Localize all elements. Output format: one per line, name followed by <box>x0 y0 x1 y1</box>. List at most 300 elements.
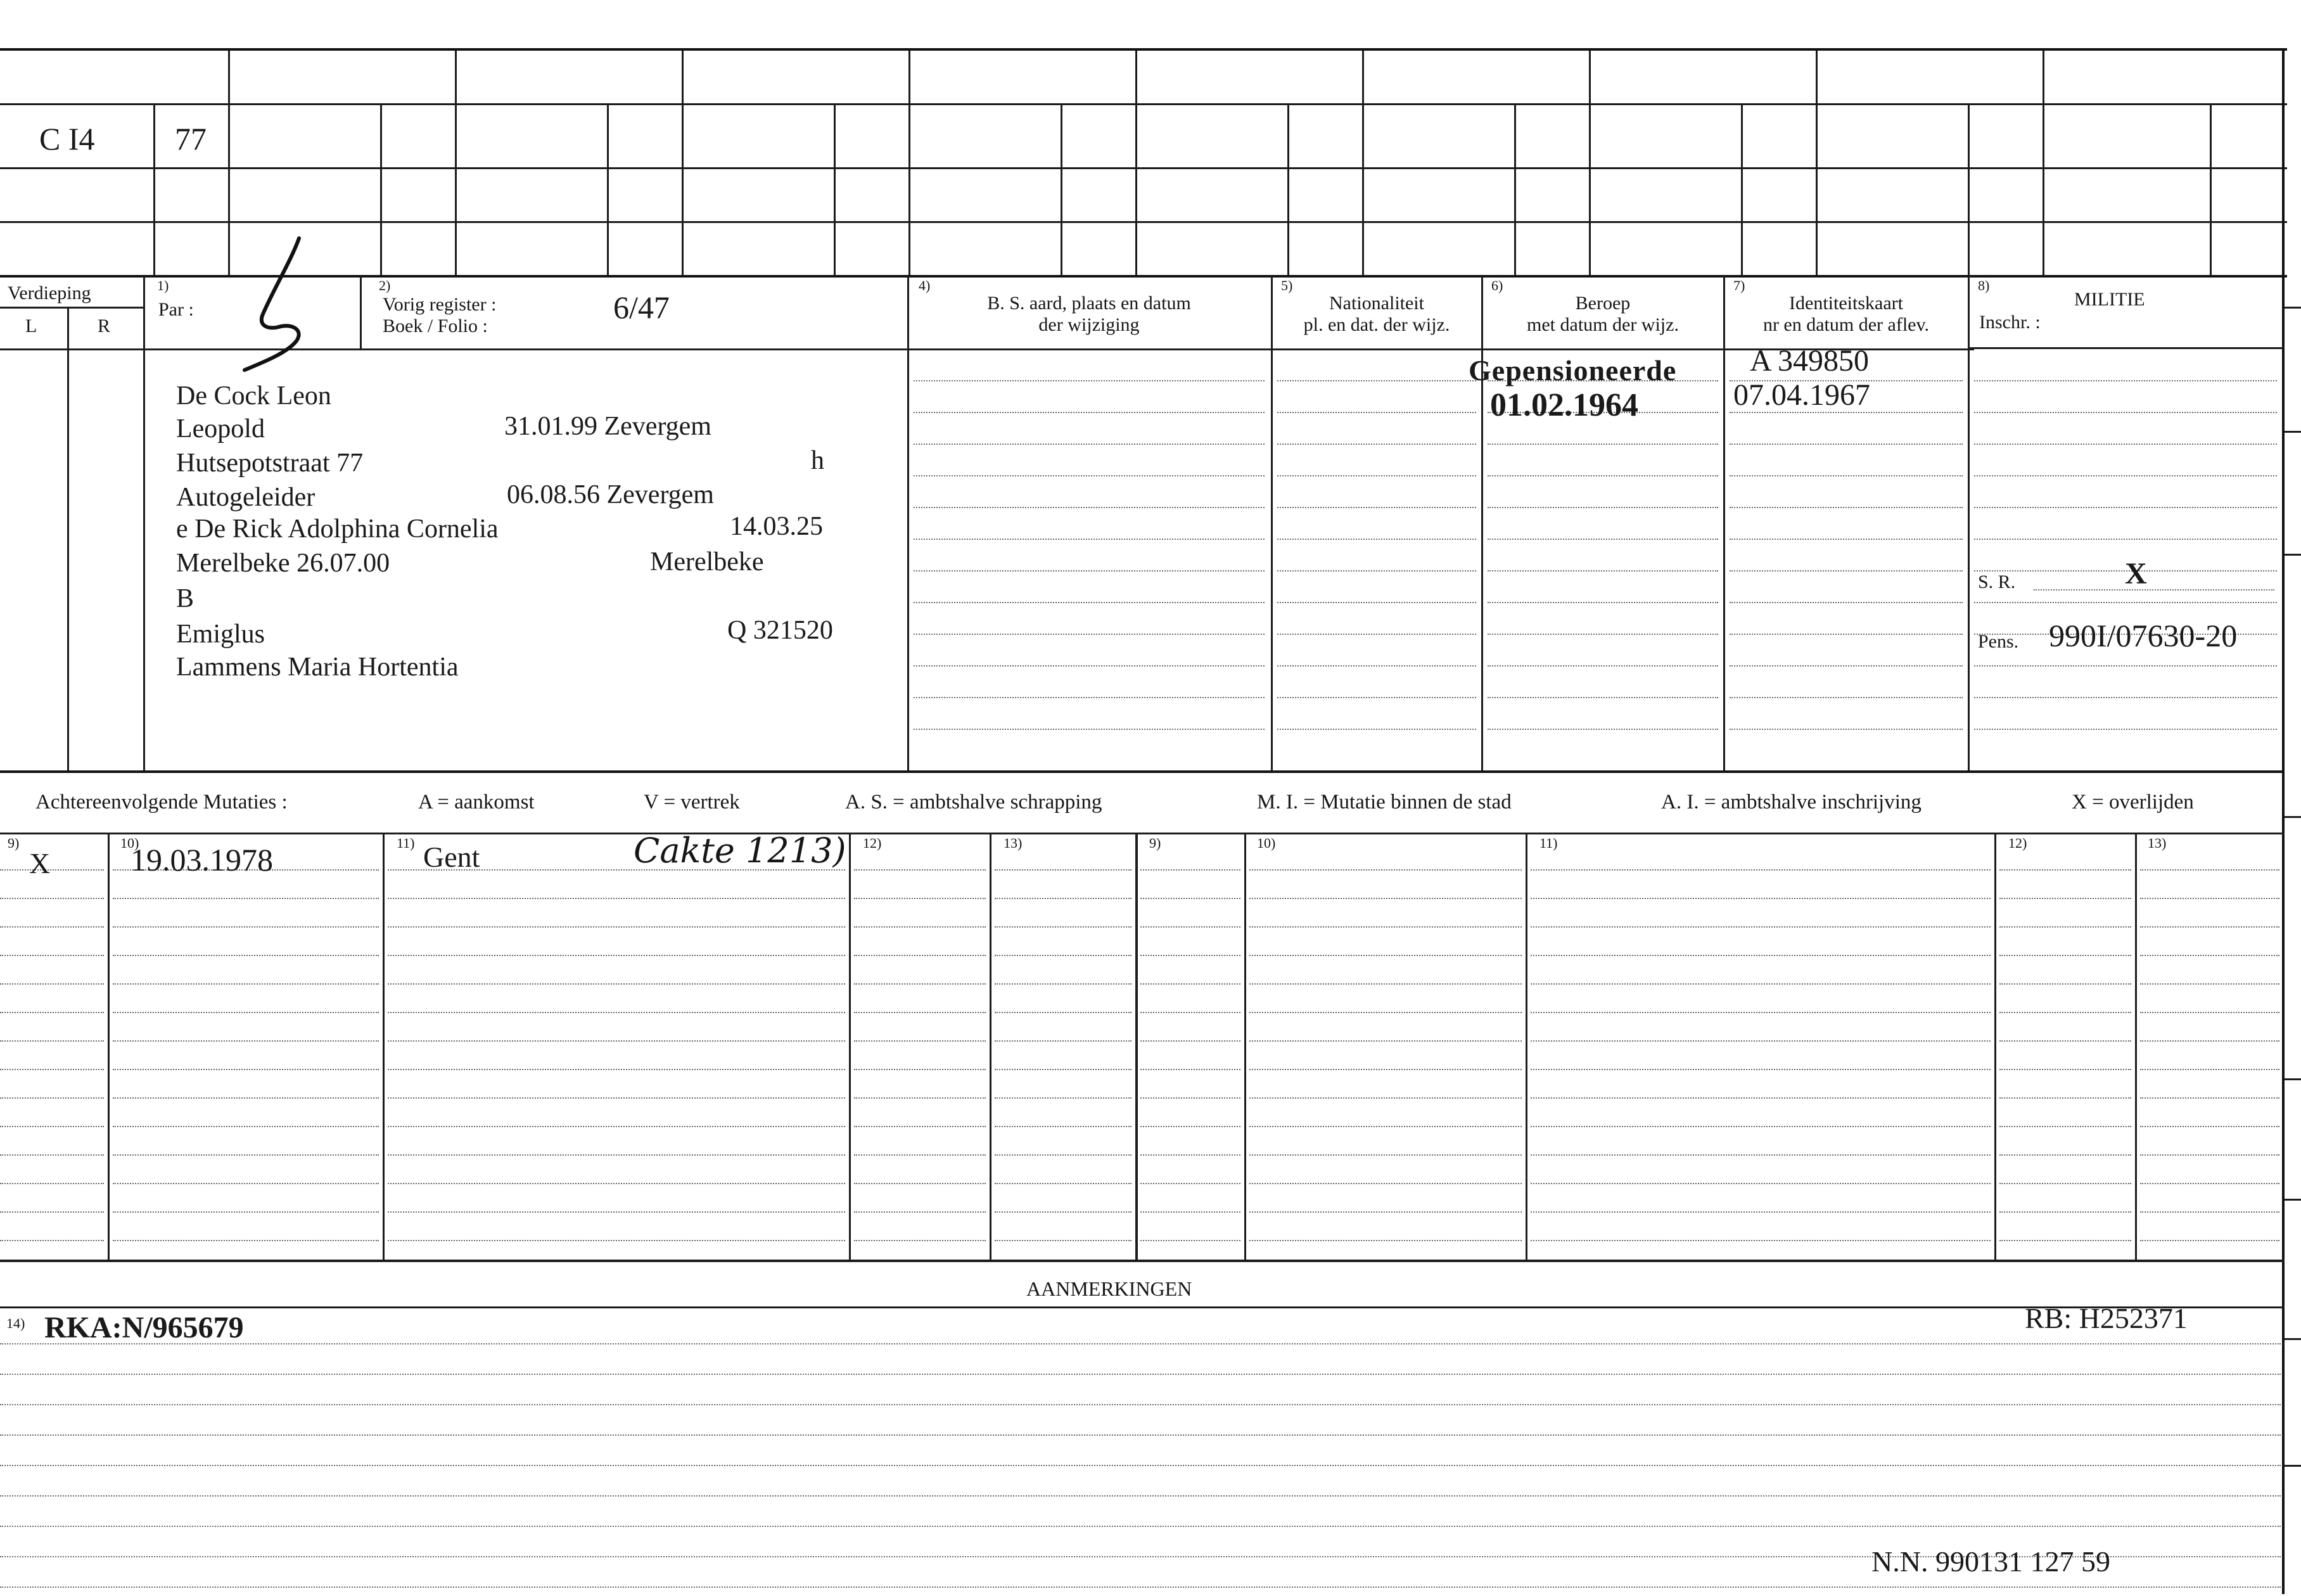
dotted-rule <box>1249 1069 1522 1070</box>
dotted-rule <box>854 1183 986 1184</box>
dotted-rule <box>1730 412 1963 413</box>
dotted-rule <box>0 983 104 985</box>
grid-col-line <box>455 51 457 276</box>
dotted-rule <box>0 1154 104 1156</box>
edge-tick <box>2285 554 2301 556</box>
dotted-rule <box>1249 1126 1522 1127</box>
grid-row-line <box>0 167 2287 169</box>
dotted-rule <box>914 665 1265 667</box>
dotted-rule <box>1488 729 1718 730</box>
mutations-bottom-line <box>0 1260 2285 1262</box>
dotted-rule <box>1140 898 1240 899</box>
right-border <box>2282 48 2285 1594</box>
bs-header-line2: der wijziging <box>1038 314 1140 335</box>
person-line-5b: 14.03.25 <box>730 512 823 541</box>
legend-a: A = aankomst <box>418 791 535 814</box>
beroep-title: Gepensioneerde <box>1469 354 1677 386</box>
edge-tick <box>2285 1199 2301 1201</box>
dotted-rule <box>388 1126 845 1127</box>
mut-col <box>108 834 110 1260</box>
dotted-rule <box>1277 729 1476 730</box>
dotted-rule <box>995 1211 1131 1213</box>
dotted-rule <box>1531 1097 1991 1099</box>
dotted-rule <box>995 1097 1131 1099</box>
dotted-rule <box>1999 1154 2131 1156</box>
dotted-rule <box>113 926 379 928</box>
legend-ai: A. I. = ambtshalve inschrijving <box>1661 791 1922 814</box>
dotted-rule <box>113 1240 379 1241</box>
grid-col-line <box>834 103 836 276</box>
mut-footnote-11b: 11) <box>1539 835 1558 851</box>
dotted-rule <box>1531 926 1991 928</box>
id-date: 07.04.1967 <box>1733 378 1870 412</box>
id-header-line2: nr en datum der aflev. <box>1762 314 1930 335</box>
dotted-rule <box>1488 507 1718 508</box>
dotted-rule <box>1140 955 1240 956</box>
dotted-rule <box>1531 983 1991 985</box>
col-line-militie <box>1968 276 1970 772</box>
dotted-rule <box>1999 898 2131 899</box>
dotted-rule <box>1999 1097 2131 1099</box>
id-header <box>1726 293 1966 335</box>
person-line-3b: h <box>811 446 824 475</box>
person-line-7: B <box>176 584 194 613</box>
dotted-rule <box>1277 602 1476 603</box>
dotted-rule <box>113 1012 379 1013</box>
inschr-label: Inschr. : <box>1979 312 2041 333</box>
dotted-rule <box>1140 869 1240 871</box>
dotted-rule <box>1249 1154 1522 1156</box>
mut-col <box>849 834 851 1260</box>
dotted-rule <box>995 1183 1131 1184</box>
dotted-rule <box>1140 1097 1240 1099</box>
dotted-rule <box>0 1097 104 1099</box>
dotted-rule <box>854 1240 986 1241</box>
mutation-place: Gent <box>423 841 480 873</box>
dotted-rule <box>1999 1183 2131 1184</box>
dotted-rule <box>995 1069 1131 1070</box>
dotted-rule <box>1277 412 1476 413</box>
edge-tick <box>2285 1338 2301 1340</box>
dotted-rule <box>0 1040 104 1042</box>
dotted-rule <box>1488 570 1718 571</box>
boek-folio-label: Boek / Folio : <box>383 316 488 336</box>
grid-col-line <box>1061 103 1062 276</box>
dotted-rule <box>854 1211 986 1213</box>
dotted-rule <box>1140 926 1240 928</box>
footnote-7: 7) <box>1733 278 1745 293</box>
dotted-rule <box>995 926 1131 928</box>
grid-col-line <box>2043 51 2044 276</box>
mut-footnote-13: 13) <box>1004 835 1023 851</box>
dotted-rule <box>1249 1211 1522 1213</box>
dotted-rule <box>854 1097 986 1099</box>
dotted-rule <box>0 1526 2281 1527</box>
dotted-rule <box>1730 475 1963 476</box>
dotted-rule <box>1488 665 1718 667</box>
dotted-rule <box>1999 926 2131 928</box>
person-line-2a: Leopold <box>176 414 265 444</box>
r-label: R <box>98 316 111 336</box>
dotted-rule <box>0 1012 104 1013</box>
mut-footnote-11: 11) <box>397 835 415 851</box>
dotted-rule <box>1488 697 1718 698</box>
dotted-rule <box>1249 955 1522 956</box>
grid-col-line <box>1514 103 1516 276</box>
dotted-rule <box>1140 1211 1240 1213</box>
dotted-rule <box>914 729 1265 730</box>
dotted-rule <box>1531 1240 1991 1241</box>
dotted-rule <box>1730 729 1963 730</box>
dotted-rule <box>1999 1069 2131 1070</box>
remarks-rka: RKA:N/965679 <box>44 1311 244 1344</box>
dotted-rule <box>0 869 104 871</box>
edge-tick <box>2285 1078 2301 1080</box>
par-signature <box>241 234 323 374</box>
grid-col-line <box>153 103 155 276</box>
lr-line <box>0 307 144 309</box>
remarks-line <box>0 1306 2285 1308</box>
dotted-rule <box>995 1240 1131 1241</box>
mut-footnote-12b: 12) <box>2008 835 2027 851</box>
dotted-rule <box>1277 380 1476 381</box>
dotted-rule <box>1277 507 1476 508</box>
person-line-9: Lammens Maria Hortentia <box>176 653 459 682</box>
dotted-rule <box>1249 1040 1522 1042</box>
remarks-nn: N.N. 990131 127 59 <box>1871 1545 2110 1578</box>
dotted-rule <box>2140 1012 2279 1013</box>
beroep-header <box>1484 293 1722 335</box>
dotted-rule <box>1140 1240 1240 1241</box>
dotted-rule <box>1249 1012 1522 1013</box>
dotted-rule <box>1277 570 1476 571</box>
person-line-1: De Cock Leon <box>176 381 331 411</box>
dotted-rule <box>914 634 1265 635</box>
mut-footnote-9: 9) <box>8 835 20 851</box>
dotted-rule <box>2140 1183 2279 1184</box>
dotted-rule <box>388 1183 845 1184</box>
mut-footnote-12: 12) <box>863 835 882 851</box>
nationaliteit-header-line2: pl. en dat. der wijz. <box>1303 314 1450 335</box>
grid-col-line <box>682 51 684 276</box>
dotted-rule <box>1140 1069 1240 1070</box>
grid-col-line <box>2210 103 2212 276</box>
dotted-rule <box>1531 1183 1991 1184</box>
dotted-rule <box>1140 983 1240 985</box>
dotted-rule <box>0 1495 2281 1497</box>
mut-col-center <box>1135 834 1138 1260</box>
dotted-rule <box>113 983 379 985</box>
dotted-rule <box>1277 539 1476 540</box>
beroep-header-line1: Beroep <box>1575 293 1631 314</box>
mutations-top-line <box>0 833 2285 834</box>
legend-as: A. S. = ambtshalve schrapping <box>845 791 1102 814</box>
dotted-rule <box>0 926 104 928</box>
dotted-rule <box>1249 1240 1522 1241</box>
dotted-rule <box>1249 983 1522 985</box>
legend-title: Achtereenvolgende Mutaties : <box>35 791 288 814</box>
id-number: A 349850 <box>1750 344 1870 378</box>
dotted-rule <box>0 1126 104 1127</box>
dotted-rule <box>995 1126 1131 1127</box>
person-line-4a: Autogeleider <box>176 483 316 512</box>
dotted-rule <box>1730 444 1963 445</box>
dotted-rule <box>113 898 379 899</box>
dotted-rule <box>1730 634 1963 635</box>
vorig-register-value: 6/47 <box>613 290 670 325</box>
dotted-rule <box>0 1404 2281 1405</box>
dotted-rule <box>995 869 1131 871</box>
dotted-rule <box>1730 602 1963 603</box>
dotted-rule <box>854 898 986 899</box>
col-line-bs <box>907 276 909 772</box>
dotted-rule <box>113 1154 379 1156</box>
dotted-rule <box>914 570 1265 571</box>
dotted-rule <box>1999 1012 2131 1013</box>
dotted-rule <box>1999 983 2131 985</box>
dotted-rule <box>1974 665 2277 667</box>
person-line-8a: Emiglus <box>176 620 265 649</box>
col-line-par <box>143 276 145 772</box>
dotted-rule <box>2140 926 2279 928</box>
remarks-footnote-14: 14) <box>6 1315 25 1331</box>
dotted-rule <box>1730 507 1963 508</box>
dotted-rule <box>914 412 1265 413</box>
dotted-rule <box>1974 602 2277 603</box>
beroep-date: 01.02.1964 <box>1490 387 1638 423</box>
dotted-rule <box>2140 983 2279 985</box>
mut-footnote-10b: 10) <box>1257 835 1276 851</box>
person-line-5a: e De Rick Adolphina Cornelia <box>176 514 499 544</box>
dotted-rule <box>1974 697 2277 698</box>
mut-col <box>990 834 991 1260</box>
legend-mi: M. I. = Mutatie binnen de stad <box>1257 791 1512 814</box>
id-header-line1: Identiteitskaart <box>1789 293 1903 314</box>
dotted-rule <box>388 926 845 928</box>
grid-col-line <box>380 103 382 276</box>
dotted-rule <box>388 1240 845 1241</box>
legend-top-line <box>0 770 2285 773</box>
dotted-rule <box>1999 1040 2131 1042</box>
dotted-rule <box>113 1211 379 1213</box>
dotted-rule <box>388 1040 845 1042</box>
dotted-rule <box>854 926 986 928</box>
dotted-rule <box>1140 1126 1240 1127</box>
dotted-rule <box>1531 1069 1991 1070</box>
dotted-rule <box>2140 1240 2279 1241</box>
dotted-rule <box>1488 539 1718 540</box>
bs-header-line1: B. S. aard, plaats en datum <box>987 293 1191 314</box>
legend-v: V = vertrek <box>644 791 740 814</box>
dotted-rule <box>1974 444 2277 445</box>
dotted-rule <box>1974 380 2277 381</box>
dotted-rule <box>1999 1211 2131 1213</box>
dotted-rule <box>0 1434 2281 1436</box>
vorig-register-label: Vorig register : <box>383 294 497 315</box>
person-line-8b: Q 321520 <box>727 616 833 645</box>
dotted-rule <box>388 1012 845 1013</box>
edge-tick <box>2285 816 2301 818</box>
pens-label: Pens. <box>1978 631 2019 652</box>
grid-col-line <box>1741 103 1743 276</box>
remarks-rb: RB: H252371 <box>2025 1302 2188 1334</box>
dotted-rule <box>995 1012 1131 1013</box>
dotted-rule <box>1531 1012 1991 1013</box>
dotted-rule <box>1974 539 2277 540</box>
grid-col-line <box>1135 51 1137 276</box>
mutation-type: X <box>29 847 51 879</box>
militie-label: MILITIE <box>2074 289 2145 310</box>
dotted-rule <box>1249 926 1522 928</box>
dotted-rule <box>113 1126 379 1127</box>
pens-value: 990I/07630-20 <box>2049 618 2238 653</box>
dotted-rule <box>1531 955 1991 956</box>
footnote-4: 4) <box>919 278 931 293</box>
col-line-id <box>1723 276 1725 772</box>
dotted-rule <box>1140 1154 1240 1156</box>
dotted-rule <box>388 898 845 899</box>
dotted-rule <box>1999 1240 2131 1241</box>
dotted-rule <box>995 955 1131 956</box>
dotted-rule <box>1140 1012 1240 1013</box>
dotted-rule <box>1730 697 1963 698</box>
dotted-rule <box>1999 1126 2131 1127</box>
dotted-rule <box>1488 444 1718 445</box>
grid-col-line <box>1362 51 1364 276</box>
dotted-rule <box>1249 869 1522 871</box>
dotted-rule <box>113 1040 379 1042</box>
dotted-rule <box>1974 729 2277 730</box>
lr-divider <box>67 307 69 772</box>
footnote-6: 6) <box>1491 278 1503 293</box>
grid-col-line <box>1816 51 1818 276</box>
grid-row-line <box>0 221 2287 223</box>
dotted-rule <box>1249 898 1522 899</box>
dotted-rule <box>388 983 845 985</box>
mut-footnote-10: 10) <box>120 835 139 851</box>
footnote-1: 1) <box>157 278 169 293</box>
dotted-rule <box>854 869 986 871</box>
dotted-rule <box>1531 898 1991 899</box>
code-left: C I4 <box>39 121 95 156</box>
dotted-rule <box>113 1097 379 1099</box>
person-line-6a: Merelbeke 26.07.00 <box>176 549 390 578</box>
code-right: 77 <box>175 121 207 156</box>
sr-label: S. R. <box>1978 571 2016 592</box>
person-line-6b: Merelbeke <box>650 547 764 577</box>
dotted-rule <box>2140 1097 2279 1099</box>
dotted-rule <box>914 507 1265 508</box>
dotted-rule <box>1249 1097 1522 1099</box>
dotted-rule <box>388 1097 845 1099</box>
l-label: L <box>25 316 37 336</box>
dotted-rule <box>854 983 986 985</box>
remarks-title: AANMERKINGEN <box>1026 1277 1192 1300</box>
dotted-rule <box>1531 869 1991 871</box>
dotted-rule <box>995 1040 1131 1042</box>
dotted-rule <box>1531 1154 1991 1156</box>
col-line-nat <box>1271 276 1273 772</box>
dotted-rule <box>0 1069 104 1070</box>
dotted-rule <box>2140 1211 2279 1213</box>
dotted-rule <box>1488 475 1718 476</box>
grid-col-line <box>607 103 609 276</box>
dotted-rule <box>995 983 1131 985</box>
dotted-rule <box>1140 1183 1240 1184</box>
dotted-rule <box>2140 1069 2279 1070</box>
dotted-rule <box>854 1040 986 1042</box>
mutation-note: Cakte 1213) <box>634 831 846 871</box>
mut-col <box>1526 834 1527 1260</box>
dotted-rule <box>388 1154 845 1156</box>
edge-tick <box>2285 307 2301 309</box>
dotted-rule <box>1277 444 1476 445</box>
dotted-rule <box>1488 634 1718 635</box>
dotted-rule <box>2140 1154 2279 1156</box>
dotted-rule <box>2140 869 2279 871</box>
dotted-rule <box>1999 869 2131 871</box>
dotted-rule <box>914 539 1265 540</box>
mut-col <box>1994 834 1996 1260</box>
dotted-rule <box>854 955 986 956</box>
col-line-beroep <box>1481 276 1483 772</box>
dotted-rule <box>1531 1211 1991 1213</box>
dotted-rule <box>1277 634 1476 635</box>
dotted-rule <box>0 1586 2281 1588</box>
dotted-rule <box>995 898 1131 899</box>
verdieping-label: Verdieping <box>8 283 91 303</box>
militie-line <box>1968 347 2285 349</box>
par-label: Par : <box>158 299 194 320</box>
dotted-rule <box>2140 1126 2279 1127</box>
dotted-rule <box>1974 412 2277 413</box>
dotted-rule <box>2140 1040 2279 1042</box>
dotted-rule <box>0 1374 2281 1375</box>
col-line-vorig <box>360 276 362 350</box>
top-border <box>0 48 2287 51</box>
dotted-rule <box>388 955 845 956</box>
mut-col <box>2135 834 2137 1260</box>
mut-footnote-9b: 9) <box>1149 835 1161 851</box>
dotted-rule <box>1249 1183 1522 1184</box>
dotted-rule <box>1140 1040 1240 1042</box>
footnote-5: 5) <box>1281 278 1293 293</box>
dotted-rule <box>0 1240 104 1241</box>
dotted-rule <box>113 1183 379 1184</box>
dotted-rule <box>854 1012 986 1013</box>
dotted-rule <box>113 1069 379 1070</box>
grid-col-line <box>1589 51 1591 276</box>
dotted-rule <box>1277 697 1476 698</box>
dotted-rule <box>914 602 1265 603</box>
dotted-rule <box>2140 955 2279 956</box>
dotted-rule <box>0 1465 2281 1466</box>
dotted-rule <box>914 444 1265 445</box>
person-line-4b: 06.08.56 Zevergem <box>507 480 714 509</box>
footnote-2: 2) <box>379 278 391 293</box>
dotted-rule <box>1974 475 2277 476</box>
dotted-rule <box>1531 1126 1991 1127</box>
bs-header <box>910 293 1268 335</box>
mut-col <box>383 834 385 1260</box>
dotted-rule <box>1999 955 2131 956</box>
dotted-rule <box>388 1211 845 1213</box>
edge-tick <box>2285 431 2301 433</box>
legend-x: X = overlijden <box>2072 791 2194 814</box>
dotted-rule <box>914 697 1265 698</box>
sr-value: X <box>2125 557 2147 591</box>
grid-bottom-line <box>0 275 2287 278</box>
